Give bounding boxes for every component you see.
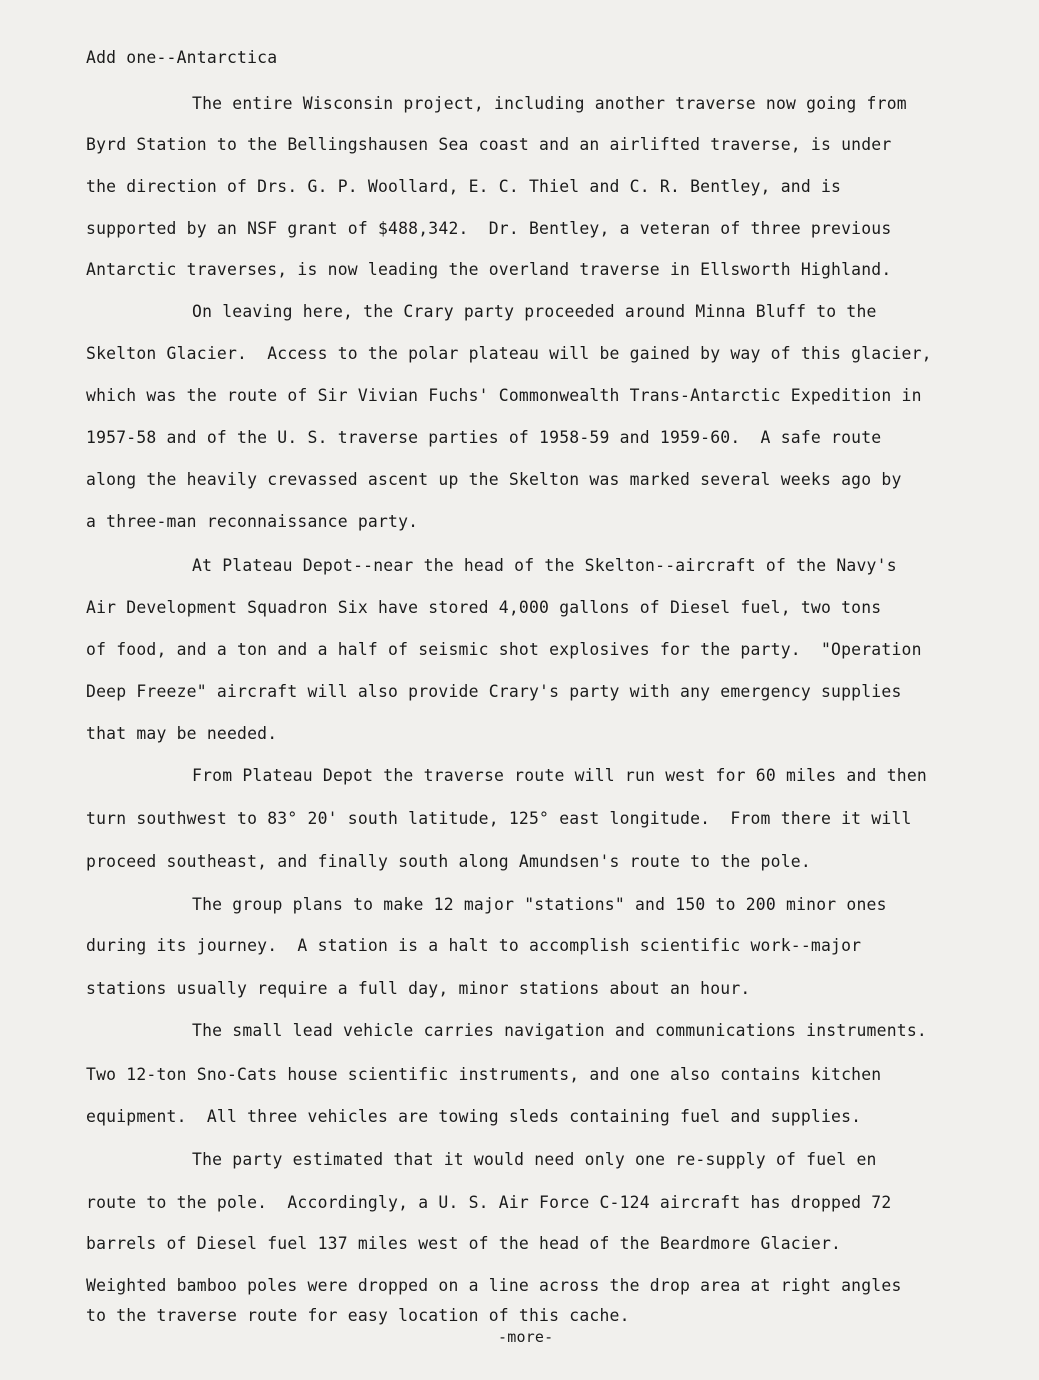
- text-line: 1957-58 and of the U. S. traverse parties of 1958-59 and 1959-60. A safe route: [86, 428, 882, 447]
- text-line: which was the route of Sir Vivian Fuchs' Commonwealth Trans-Antarctic Expedition in: [86, 386, 922, 405]
- text-line: of food, and a ton and a half of seismic shot explosives for the party. "Operation: [86, 640, 922, 659]
- text-line: during its journey. A station is a halt to accomplish scientific work--major: [86, 936, 862, 955]
- text-line: turn southwest to 83° 20' south latitude, 125° east longitude. From there it will: [86, 809, 912, 828]
- page-header: Add one--Antarctica: [86, 48, 278, 67]
- text-line: Antarctic traverses, is now leading the overland traverse in Ellsworth Highland.: [86, 260, 892, 279]
- text-line: Air Development Squadron Six have stored 4,000 gallons of Diesel fuel, two tons: [86, 598, 882, 617]
- text-line: Weighted bamboo poles were dropped on a line across the drop area at right angles: [86, 1276, 902, 1295]
- text-line: The party estimated that it would need only one re-supply of fuel en: [192, 1150, 877, 1169]
- text-line: barrels of Diesel fuel 137 miles west of the head of the Beardmore Glacier.: [86, 1234, 842, 1253]
- text-line: The group plans to make 12 major "stations" and 150 to 200 minor ones: [192, 895, 887, 914]
- text-line: Skelton Glacier. Access to the polar plateau will be gained by way of this glacier,: [86, 344, 932, 363]
- text-line: a three-man reconnaissance party.: [86, 512, 419, 531]
- text-line: the direction of Drs. G. P. Woollard, E. C. Thiel and C. R. Bentley, and is: [86, 177, 842, 196]
- text-line: stations usually require a full day, minor stations about an hour.: [86, 979, 751, 998]
- text-line: along the heavily crevassed ascent up the Skelton was marked several weeks ago by: [86, 470, 902, 489]
- text-line: The small lead vehicle carries navigation and communications instruments.: [192, 1021, 927, 1040]
- continuation-marker: -more-: [498, 1328, 554, 1346]
- text-line: to the traverse route for easy location of this cache.: [86, 1306, 630, 1325]
- text-line: Byrd Station to the Bellingshausen Sea coast and an airlifted traverse, is under: [86, 135, 892, 154]
- text-line: From Plateau Depot the traverse route will run west for 60 miles and then: [192, 766, 927, 785]
- text-line: route to the pole. Accordingly, a U. S. Air Force C-124 aircraft has dropped 72: [86, 1193, 892, 1212]
- text-line: Two 12-ton Sno-Cats house scientific instruments, and one also contains kitchen: [86, 1065, 882, 1084]
- text-line: equipment. All three vehicles are towing sleds containing fuel and supplies.: [86, 1107, 862, 1126]
- text-line: At Plateau Depot--near the head of the Skelton--aircraft of the Navy's: [192, 556, 897, 575]
- text-line: that may be needed.: [86, 724, 278, 743]
- text-line: Deep Freeze" aircraft will also provide Crary's party with any emergency supplies: [86, 682, 902, 701]
- text-line: The entire Wisconsin project, including another traverse now going from: [192, 94, 907, 113]
- text-line: supported by an NSF grant of $488,342. Dr. Bentley, a veteran of three previous: [86, 219, 892, 238]
- text-line: proceed southeast, and finally south along Amundsen's route to the pole.: [86, 852, 811, 871]
- text-line: On leaving here, the Crary party proceeded around Minna Bluff to the: [192, 302, 877, 321]
